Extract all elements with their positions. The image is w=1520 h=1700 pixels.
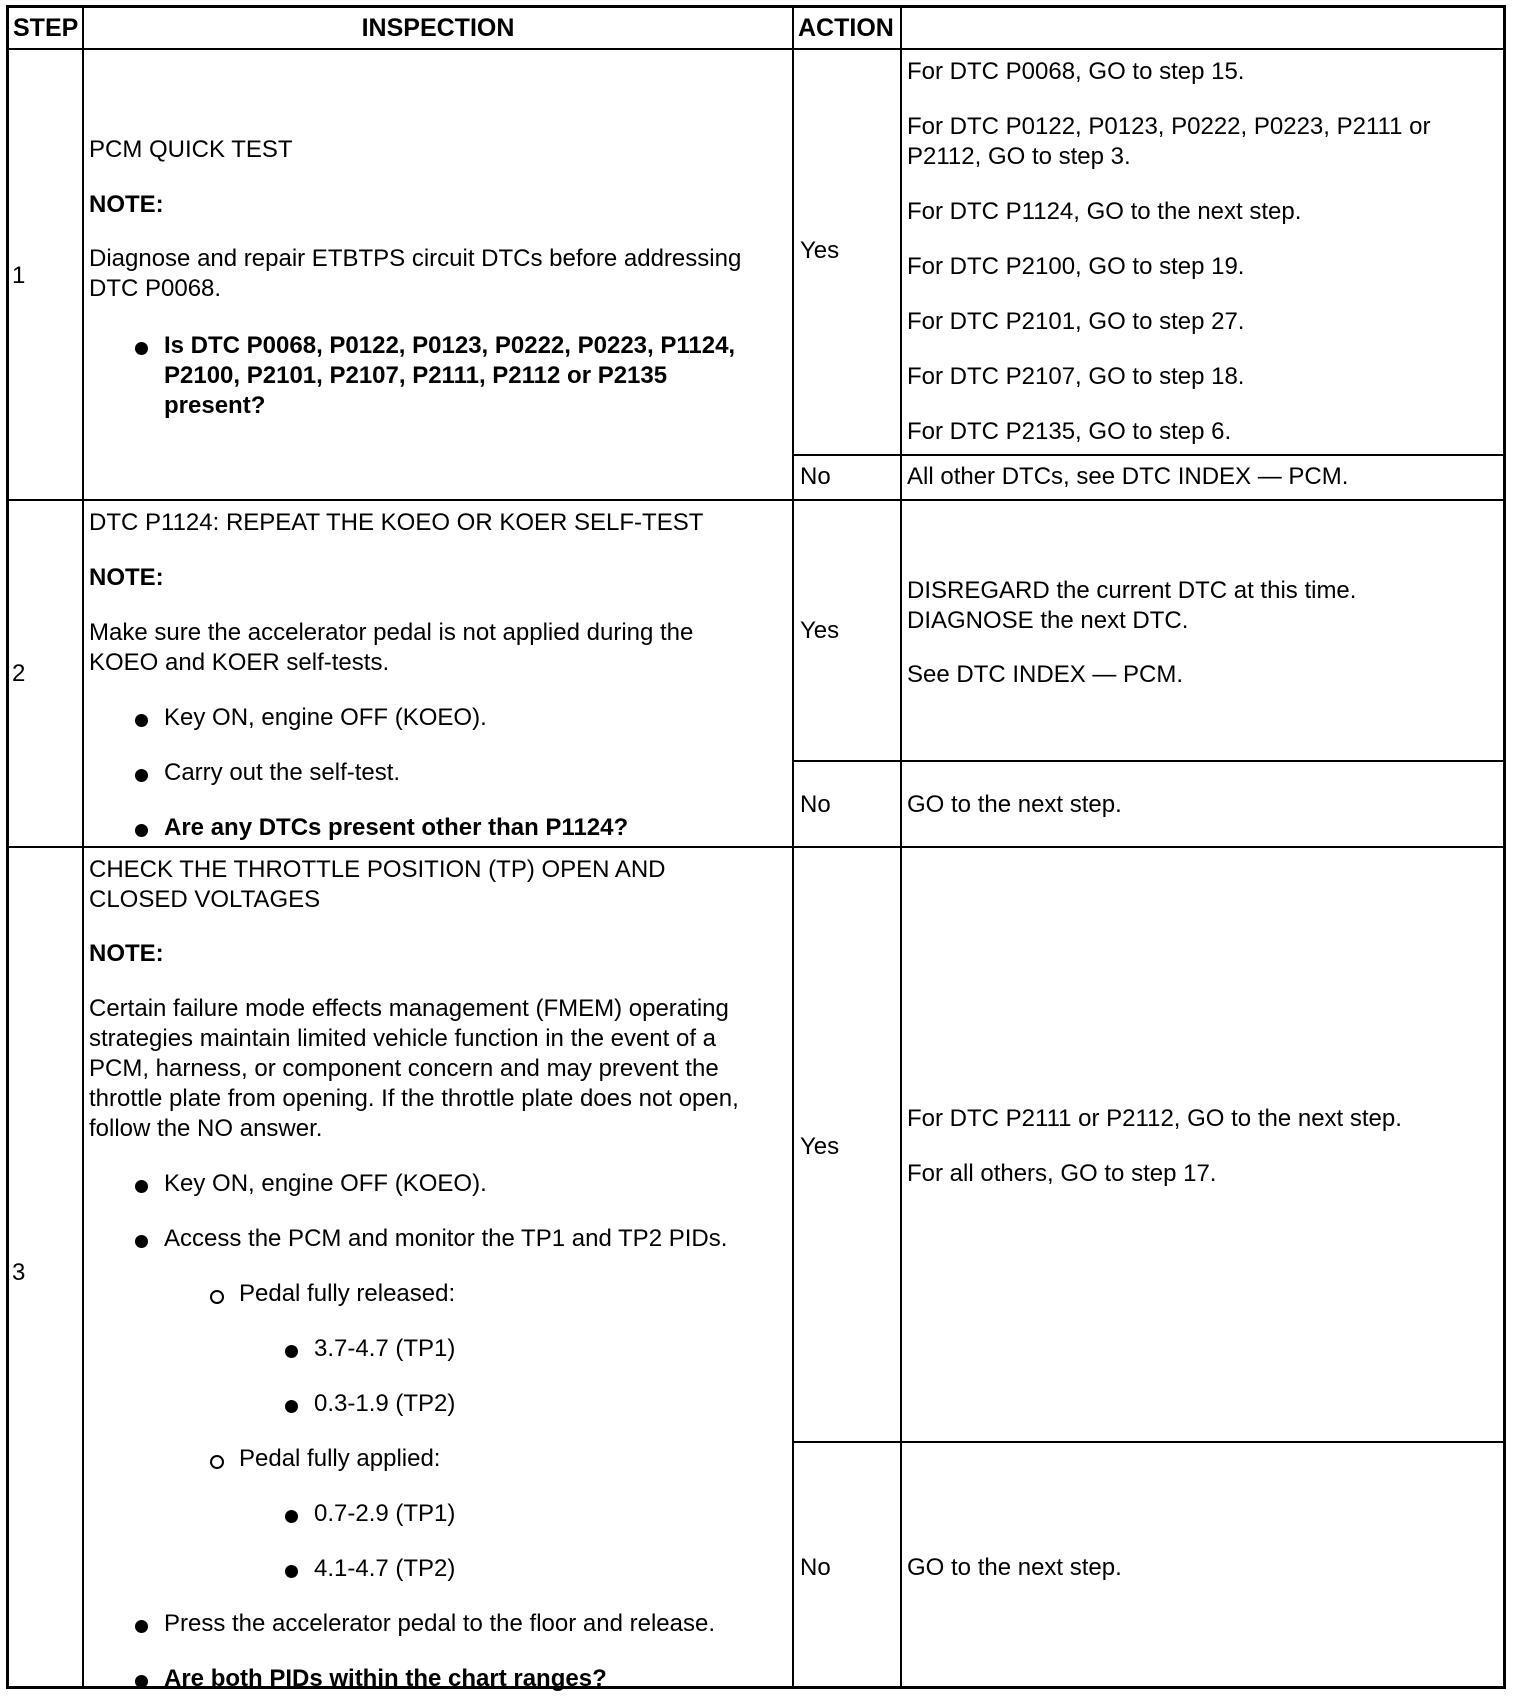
answer-subrow-yes (794, 501, 1503, 762)
answer-no: No (800, 1554, 831, 1581)
answer-cell (794, 456, 902, 499)
inspection-cell (84, 501, 794, 846)
action-text: GO to the next step. (907, 1554, 1122, 1581)
note-text: Diagnose and repair ETBTPS circuit DTCs before addressing (89, 245, 742, 272)
answer-cell (794, 50, 902, 454)
action-cell (902, 762, 1503, 846)
answers-region (794, 50, 1503, 499)
inspection-cell (84, 848, 794, 1692)
answer-no: No (800, 463, 831, 490)
step-title: CLOSED VOLTAGES (89, 886, 321, 913)
action-text: For DTC P2101, GO to step 27. (907, 308, 1245, 335)
range-value: 4.1-4.7 (TP2) (314, 1555, 456, 1582)
step-number: 1 (12, 262, 26, 289)
sub-bullet-icon (210, 1455, 224, 1469)
action-cell (902, 50, 1503, 454)
answer-subrow-yes (794, 848, 1503, 1443)
step-title: PCM QUICK TEST (89, 136, 293, 163)
bullet-icon (135, 1235, 148, 1248)
step-number-cell (9, 501, 84, 846)
action-text: For DTC P2100, GO to step 19. (907, 253, 1245, 280)
bullet-text: Press the accelerator pedal to the floor and release. (164, 1610, 715, 1637)
question-text: Are any DTCs present other than P1124? (164, 814, 629, 841)
action-text: DISREGARD the current DTC at this time. (907, 577, 1357, 604)
action-text: See DTC INDEX — PCM. (907, 661, 1184, 688)
action-cell (902, 1443, 1503, 1686)
sub-bullet-text: Pedal fully applied: (239, 1445, 441, 1472)
range-value: 0.7-2.9 (TP1) (314, 1500, 456, 1527)
note-text: PCM, harness, or component concern and may prevent the (89, 1055, 719, 1082)
note-label: NOTE: (89, 191, 164, 218)
note-text: KOEO and KOER self-tests. (89, 649, 390, 676)
answer-cell (794, 762, 902, 846)
bullet-text: Access the PCM and monitor the TP1 and TP2 PIDs. (164, 1225, 728, 1252)
answer-subrow-no (794, 762, 1503, 846)
note-text: DTC P0068. (89, 275, 222, 302)
action-cell (902, 848, 1503, 1441)
answers-region (794, 501, 1503, 846)
answer-cell (794, 1443, 902, 1686)
note-text: Certain failure mode effects management (FMEM) operating (89, 995, 729, 1022)
question-text: present? (164, 392, 266, 419)
question-text: Is DTC P0068, P0122, P0123, P0222, P0223, P1124, (164, 332, 736, 359)
sub-bullet-text: Pedal fully released: (239, 1280, 456, 1307)
answer-subrow-no (794, 1443, 1503, 1686)
range-value: 0.3-1.9 (TP2) (314, 1390, 456, 1417)
note-label: NOTE: (89, 564, 164, 591)
bullet-icon (285, 1510, 298, 1523)
header-step: STEP (9, 8, 84, 48)
bullet-text: Key ON, engine OFF (KOEO). (164, 704, 487, 731)
answer-yes: Yes (800, 1133, 840, 1160)
action-text: For DTC P0122, P0123, P0222, P0223, P2111 or (907, 113, 1431, 140)
header-inspection: INSPECTION (84, 8, 794, 48)
bullet-icon (135, 824, 148, 837)
note-text: Make sure the accelerator pedal is not applied during the (89, 619, 694, 646)
range-value: 3.7-4.7 (TP1) (314, 1335, 456, 1362)
bullet-icon (135, 1180, 148, 1193)
note-text: strategies maintain limited vehicle function in the event of a (89, 1025, 717, 1052)
note-text: follow the NO answer. (89, 1115, 323, 1142)
answer-no: No (800, 791, 831, 818)
step-number-cell (9, 50, 84, 499)
action-text: For all others, GO to step 17. (907, 1160, 1217, 1187)
action-text: DIAGNOSE the next DTC. (907, 607, 1189, 634)
diagnostic-table (6, 5, 1506, 1692)
answer-subrow-yes (794, 50, 1503, 456)
question-text: P2100, P2101, P2107, P2111, P2112 or P2135 (164, 362, 668, 389)
action-text: GO to the next step. (907, 791, 1122, 818)
action-text: For DTC P2107, GO to step 18. (907, 363, 1245, 390)
bullet-icon (135, 714, 148, 727)
bullet-icon (285, 1345, 298, 1358)
action-text: For DTC P1124, GO to the next step. (907, 198, 1302, 225)
action-text: For DTC P2135, GO to step 6. (907, 418, 1232, 445)
step-number: 2 (12, 660, 26, 687)
bullet-icon (135, 769, 148, 782)
step-number-cell (9, 848, 84, 1686)
answers-region (794, 848, 1503, 1686)
note-label: NOTE: (89, 940, 164, 967)
action-text: All other DTCs, see DTC INDEX — PCM. (907, 463, 1349, 490)
bullet-icon (135, 1620, 148, 1633)
answer-yes: Yes (800, 617, 840, 644)
table-row (9, 848, 1503, 1692)
table-row (9, 501, 1503, 848)
header-row (9, 8, 1503, 50)
bullet-icon (135, 1675, 148, 1688)
inspection-cell (84, 50, 794, 499)
sub-bullet-icon (210, 1290, 224, 1304)
header-action-detail (902, 8, 1503, 48)
answer-subrow-no (794, 456, 1503, 499)
answer-yes: Yes (800, 237, 840, 264)
bullet-icon (285, 1565, 298, 1578)
answer-cell (794, 501, 902, 760)
action-text: P2112, GO to step 3. (907, 143, 1131, 170)
note-text: throttle plate from opening. If the throttle plate does not open, (89, 1085, 739, 1112)
question-text: Are both PIDs within the chart ranges? (164, 1665, 607, 1692)
action-text: For DTC P0068, GO to step 15. (907, 58, 1245, 85)
action-cell (902, 501, 1503, 760)
step-title: CHECK THE THROTTLE POSITION (TP) OPEN AND (89, 856, 666, 883)
bullet-text: Key ON, engine OFF (KOEO). (164, 1170, 487, 1197)
step-title: DTC P1124: REPEAT THE KOEO OR KOER SELF-TEST (89, 509, 704, 536)
bullet-icon (135, 342, 148, 355)
action-text: For DTC P2111 or P2112, GO to the next step. (907, 1105, 1402, 1132)
action-cell (902, 456, 1503, 499)
bullet-icon (285, 1400, 298, 1413)
table-row (9, 50, 1503, 501)
header-action: ACTION (794, 8, 902, 48)
bullet-text: Carry out the self-test. (164, 759, 401, 786)
step-number: 3 (12, 1259, 26, 1286)
answer-cell (794, 848, 902, 1441)
